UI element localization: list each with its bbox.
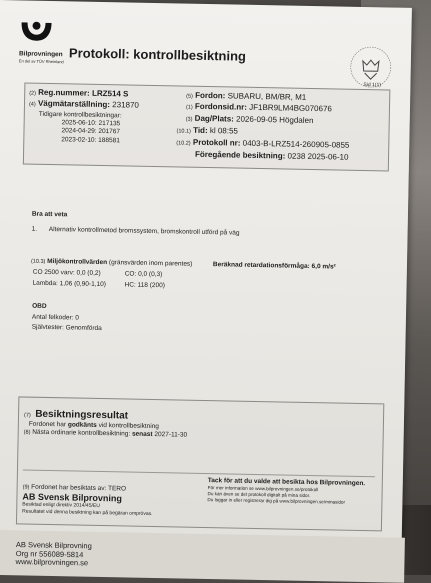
footer-website: www.bilprovningen.se [15, 556, 89, 568]
result-approved-line: Fordonet har godkänts vid kontrollbesiktning [28, 420, 160, 431]
vin-row: (1) Fordonsid.nr: JF1BR9LM4BG070676 [185, 101, 332, 114]
result-title-row: (7) Besiktningsresultat [23, 408, 129, 422]
footer-company: AB Svensk Bilprovning [15, 540, 92, 551]
previous-inspection-3: 2023-02-10: 188581 [61, 136, 120, 145]
review-line: Resultatet vid denna besiktning kan på begäran omprövas. [22, 508, 153, 518]
info-line-1: För mer information se www.bilprovningen.se/protokoll [207, 485, 319, 493]
vehicle-info-box [23, 82, 391, 171]
crown-logo-icon [19, 18, 53, 45]
previous-inspection-2: 2024-04-29: 201767 [61, 127, 121, 136]
reg-number-value: LRZ514 S [91, 88, 129, 99]
reg-number-row: (2) Reg.nummer: LRZ514 S [29, 87, 129, 99]
obd-title: OBD [32, 302, 47, 310]
inspection-result-box [16, 396, 384, 531]
document-footer [16, 541, 92, 568]
page-number: Sid 1(1) [363, 81, 382, 89]
obd-fault-codes: Antal felkoder: 0 [31, 313, 79, 322]
odometer-value: 231870 [112, 100, 140, 110]
odometer-row: (4) Vägmätarställning: 231870 [28, 98, 140, 110]
inspector-line: (9) Fordonet har besiktats av: TERO [22, 483, 127, 493]
logo-tagline: En del av TÜV Rheinland [18, 57, 64, 64]
previous-inspection-1: 2025-06-10: 217135 [61, 119, 121, 128]
good-to-know-title: Bra att veta [31, 210, 68, 219]
protocol-number-row: (10.2) Protokoll nr: 0403-B-LRZ514-260905-0855 [176, 137, 350, 150]
info-line-3: Du loggar in eller registrerar dig på www.bilprovningen.se/minasidor [207, 497, 346, 505]
vehicle-row: (5) Fordon: SUBARU, BM/BR, M1 [186, 90, 307, 102]
page-title: Protokoll: kontrollbesiktning [68, 45, 247, 64]
logo-name: Bilprovningen [18, 50, 63, 59]
environment-title-row: (10.3) Miljökontrollvärden (gränsvärden inom parentes) [30, 257, 193, 268]
date-place-row: (3) Dag/Plats: 2026-09-05 Högdalen [185, 113, 314, 126]
previous-inspections-title: Tidigare kontrollbesiktningar: [38, 110, 122, 120]
footer-org-number: Org nr 556089-5814 [15, 548, 84, 559]
co-value: CO: 0,0 (0,3) [124, 270, 163, 279]
next-inspection-line: (8) Nästa ordinarie kontrollbesiktning: senast 2027-11-30 [23, 428, 188, 439]
co-2500-value: CO 2500 varv: 0,0 (0,2) [32, 268, 101, 277]
company-name: AB Svensk Bilprovning [22, 491, 123, 504]
thanks-line: Tack för att du valde att besikta hos Bilprovningen. [207, 477, 366, 488]
braking-capacity: Beräknad retardationsförmåga: 6,0 m/s² [212, 261, 336, 271]
info-line-2: Du kan även se det protokoll digitalt på mina sidor. [207, 491, 311, 499]
good-to-know-item: 1. Alternativ kontrollmetod bromssystem, bromskontroll utförd på väg [31, 225, 240, 237]
lambda-value: Lambda: 1,06 (0,90-1,10) [32, 279, 106, 289]
result-divider [23, 470, 375, 478]
bilprovningen-logo [19, 18, 62, 64]
previous-inspection-row: Föregående besiktning: 0238 2025-06-10 [194, 149, 349, 162]
hc-value: HC: 118 (200) [124, 281, 165, 290]
obd-self-tests: Självtester: Genomförda [31, 323, 102, 333]
time-row: (10.1) Tid: kl 08:55 [176, 125, 239, 136]
directive-line: Besiktad enligt direktiv 2014/45/EU [22, 501, 100, 510]
